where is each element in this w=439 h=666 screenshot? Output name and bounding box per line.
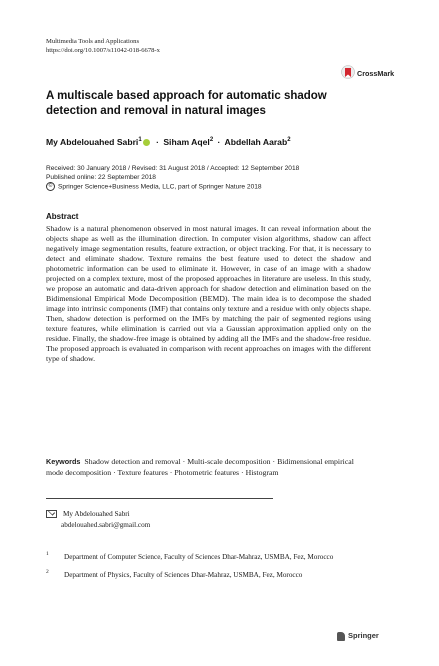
copyright-text: Springer Science+Business Media, LLC, part of Springer Nature 2018 (58, 183, 262, 191)
author-name[interactable]: My Abdelouahed Sabri (46, 137, 139, 147)
publisher-name: Springer (348, 631, 379, 640)
affiliation-2 (46, 571, 302, 579)
keywords (46, 457, 371, 478)
author-name[interactable]: Abdellah Aarab (224, 137, 288, 147)
copyright-icon: © (46, 182, 55, 191)
author-name[interactable]: Siham Aqel (163, 137, 210, 147)
received-dates: Received: 30 January 2018 / Revised: 31 August 2018 / Accepted: 12 September 2018 (46, 165, 300, 172)
doi-link[interactable]: https://doi.org/10.1007/s11042-018-6678-x (46, 47, 160, 54)
affiliation-marker: 2 (287, 137, 291, 144)
affiliation-marker: 1 (138, 137, 142, 144)
author-separator: · (217, 137, 221, 147)
publication-dates (46, 164, 299, 182)
envelope-icon (46, 510, 57, 518)
journal-name: Multimedia Tools and Applications (46, 38, 140, 45)
affiliation-marker: 2 (209, 137, 214, 144)
crossmark-label: CrossMark (357, 69, 395, 78)
author-separator: · (156, 137, 159, 147)
author-list (46, 137, 291, 147)
corresponding-author: My Abdelouahed Sabri (63, 510, 130, 518)
affiliation-text: Department of Physics, Faculty of Sciences Dhar-Mahraz, USMBA, Fez, Morocco (64, 571, 303, 579)
paper-title: A multiscale based approach for automatic shadow detection and removal in natural images (46, 90, 327, 117)
keywords-label: Keywords (46, 457, 81, 466)
crossmark-badge[interactable] (337, 63, 399, 85)
correspondence-note (46, 509, 150, 531)
abstract-text: Shadow is a natural phenomenon observed in most natural images. It can reveal information about the objects shape as well as the illumination direction. In computer vision algorithms, shadow can affect negatively image segmentation results, feature extraction, or object tracking. For that, it is necessary to detect and eliminate shadow. Texture remains the best feature used to detect the shadow and photometric information can be used to eliminate it. However, in case of an image with a shadow projected on a complex texture, most of the proposed approaches in literature are useless. In this study, we propose an automatic and data-driven approach for shadow detection and elimination based on the Bidimensional Empirical Mode Decomposition (BEMD). The main idea is to decompose the shaded image into intrinsic components (IMF) that contains only texture and a residue with only objects shape. Then, shadow detection is performed on the IMFs by matching the pair of segmented regions using texture features, while elimination is carried out via a Gaussian approximation applied only on the residue. Finally, the shadow-free image is obtained by adding all the IMFs and the shadow-free residue. The proposed approach is evaluated in comparison with recent approaches on images with the different type of shadow. (46, 224, 371, 363)
author-email[interactable]: abdelouahed.sabri@gmail.com (61, 521, 151, 529)
affiliation-number: 2 (46, 569, 49, 575)
published-online: Published online: 22 September 2018 (46, 174, 156, 181)
journal-header (46, 37, 160, 55)
abstract-heading: Abstract (46, 212, 79, 221)
footnote-divider (46, 498, 273, 499)
affiliation-1 (46, 553, 333, 561)
copyright-line (46, 182, 262, 191)
publisher-logo (337, 631, 379, 641)
affiliation-text: Department of Computer Science, Faculty of Sciences Dhar-Mahraz, USMBA, Fez, Morocco (64, 553, 334, 561)
springer-horse-icon (337, 632, 345, 641)
affiliation-number: 1 (46, 551, 49, 557)
crossmark-icon (341, 65, 355, 82)
keywords-list: Shadow detection and removal · Multi-scale decomposition · Bidimensional empirical mode decomposition · Texture features · Photometric features · Histogram (46, 457, 354, 477)
orcid-icon[interactable] (143, 139, 150, 146)
